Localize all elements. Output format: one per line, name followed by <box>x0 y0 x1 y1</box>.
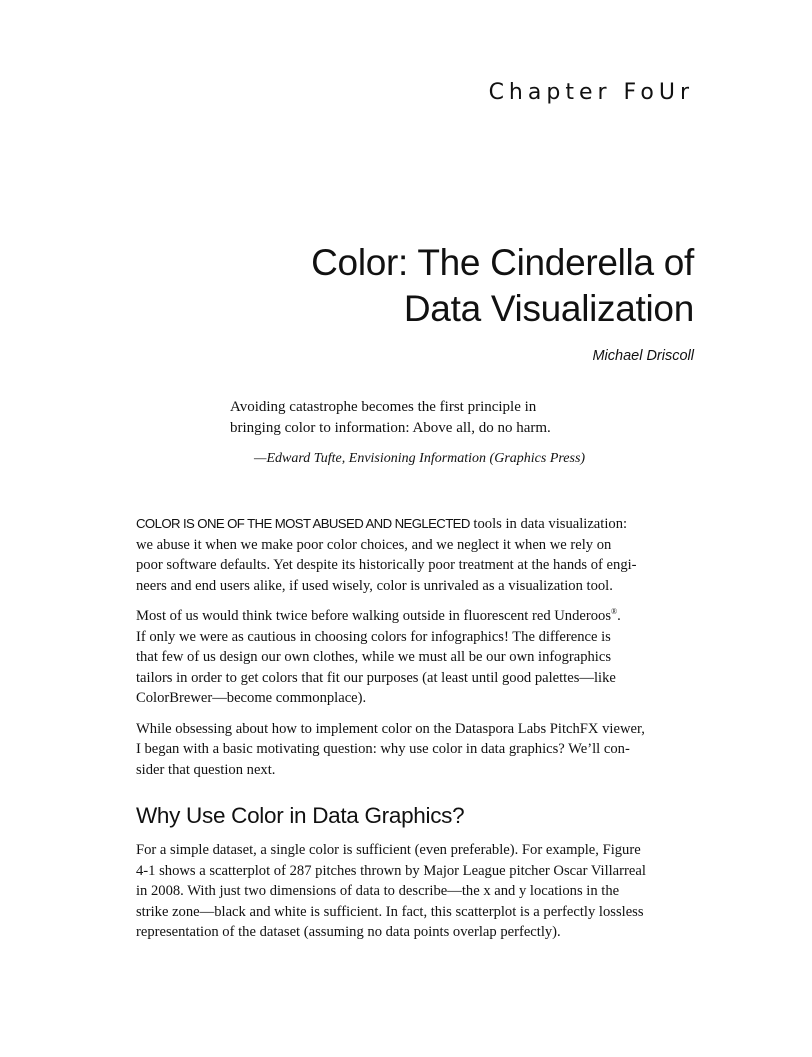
paragraph-line: While obsessing about how to implement color on the Dataspora Labs PitchFX viewer, <box>136 720 645 737</box>
chapter-title-line-1: Color: The Cinderella of <box>311 242 694 283</box>
paragraph-line: tailors in order to get colors that fit our purposes (at least until good palettes—like <box>136 669 616 686</box>
pitchfx-paragraph <box>136 719 696 781</box>
paragraph-line: I began with a basic motivating question: why use color in data graphics? We’ll con- <box>136 741 630 757</box>
paragraph-line: ColorBrewer—become commonplace). <box>136 690 367 706</box>
chapter-title <box>311 240 694 332</box>
underoos-line-end: . <box>617 608 621 624</box>
registered-trademark: ® <box>611 607 618 617</box>
underoos-line-text: Most of us would think twice before walking outside in fluorescent red Underoos <box>136 608 612 624</box>
paragraph-line: in 2008. With just two dimensions of data to describe—the x and y locations in the <box>136 883 620 899</box>
epigraph-line: Avoiding catastrophe becomes the first principle in <box>230 399 537 415</box>
paragraph-line <box>136 606 696 627</box>
underoos-paragraph <box>136 606 696 709</box>
paragraph-line: 4-1 shows a scatterplot of 287 pitches thrown by Major League pitcher Oscar Villarreal <box>136 862 646 879</box>
paragraph-line: strike zone—black and white is sufficient. In fact, this scatterplot is a perfectly lossless <box>136 903 644 920</box>
paragraph-line <box>136 514 696 535</box>
section-heading: Why Use Color in Data Graphics? <box>136 803 465 828</box>
chapter-label: Chapter FoUr <box>488 80 694 105</box>
paragraph-line: representation of the dataset (assuming no data points overlap perfectly). <box>136 924 561 940</box>
epigraph-line: bringing color to information: Above all, do no harm. <box>230 420 551 436</box>
intro-paragraph <box>136 514 696 596</box>
paragraph-line: If only we were as cautious in choosing colors for infographics! The difference is <box>136 628 611 645</box>
paragraph-line: we abuse it when we make poor color choices, and we neglect it when we rely on <box>136 536 612 553</box>
lead-in-rest: tools in data visualization: <box>469 516 628 532</box>
epigraph-attribution: —Edward Tufte, Envisioning Information (Graphics Press) <box>254 451 586 466</box>
body-text <box>136 514 696 953</box>
section-paragraph <box>136 840 696 943</box>
author-name: Michael Driscoll <box>592 348 694 364</box>
paragraph-line: that few of us design our own clothes, while we must all be our own infographics <box>136 649 612 665</box>
epigraph <box>230 397 690 469</box>
lead-in-caps: COLOR IS ONE OF THE MOST ABUSED AND NEGLECTED <box>136 516 470 531</box>
paragraph-line: For a simple dataset, a single color is sufficient (even preferable). For example, Figure <box>136 842 641 858</box>
paragraph-line: neers and end users alike, if used wisely, color is unrivaled as a visualization tool. <box>136 577 613 594</box>
paragraph-line: poor software defaults. Yet despite its historically poor treatment at the hands of engi- <box>136 557 637 573</box>
chapter-title-line-2: Data Visualization <box>403 288 694 329</box>
paragraph-line: sider that question next. <box>136 761 276 778</box>
